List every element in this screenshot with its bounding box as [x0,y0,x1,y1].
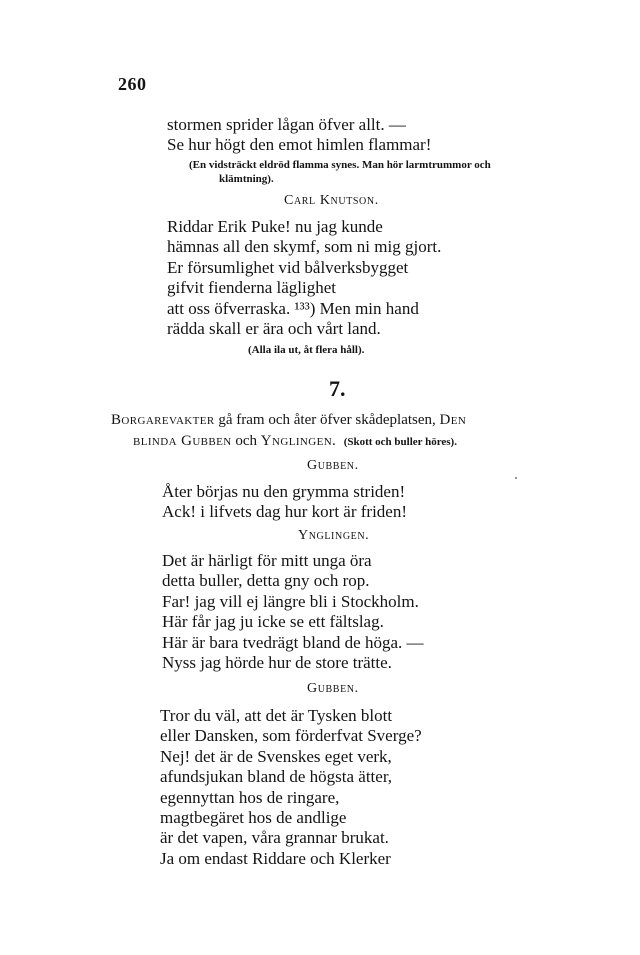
speaker-name: Carl Knutson. [284,193,379,208]
speaker-name: Gubben. [307,681,359,696]
verse-line: Far! jag vill ej längre bli i Stockholm. [162,591,419,611]
scene-heading-part: och [231,433,261,449]
stage-direction [189,158,491,186]
page-number: 260 [118,74,147,94]
verse-line: Riddar Erik Puke! nu jag kunde [167,217,383,236]
verse-line: eller Dansken, som förderfvat Sverge? [160,726,422,746]
verse-line: Det är härligt för mitt unga öra [162,551,372,570]
speech-block [160,706,422,869]
verse-block-top [167,115,431,156]
speech-block [167,217,441,339]
scene-number: 7. [329,376,346,401]
verse-line: gifvit fienderna läglighet [167,278,336,298]
verse-line: Tror du väl, att det är Tysken blott [160,706,393,725]
scene-heading-line [111,410,466,430]
scene-heading-part: Ynglingen. [260,433,337,449]
verse-line: Åter börjas nu den grymma striden! [162,482,406,501]
speaker-name: Ynglingen. [298,528,370,543]
speech-block [162,482,407,523]
speaker-name: Gubben. [307,458,359,473]
scene-heading-part: gå fram och åter öfver skådeplatsen, [214,412,440,428]
verse-line: afundsjukan bland de högsta ätter, [160,767,393,787]
verse-line: Er försumlighet vid bålverksbygget [167,257,409,277]
verse-line: magtbegäret hos de andlige [160,808,347,828]
stage-direction-line: klämtning). [219,173,274,185]
stage-direction: (Alla ila ut, åt flera håll). [248,344,365,356]
speech-block [162,551,424,673]
scene-heading-part: (Skott och buller höres). [343,436,457,448]
stage-direction-line: (En vidsträckt eldröd flamma synes. Man hör larmtrummor och [189,159,491,171]
verse-line: Se hur högt den emot himlen flammar! [167,135,432,155]
verse-line: hämnas all den skymf, som ni mig gjort. [167,237,442,257]
scene-heading-part: Borgarevakter [111,412,215,428]
verse-line: Här är bara tvedrägt bland de höga. — [162,632,424,652]
verse-line: detta buller, detta gny och rop. [162,571,370,591]
verse-line: Nej! det är de Svenskes eget verk, [160,746,392,766]
verse-line: Här får jag ju icke se ett fältslag. [162,612,384,632]
print-speck [515,477,517,479]
verse-line: Ack! i lifvets dag hur kort är friden! [162,502,407,522]
scene-heading-part: blinda Gubben [133,433,232,449]
verse-line: är det vapen, våra grannar brukat. [160,828,389,848]
verse-line: Nyss jag hörde hur de store trätte. [162,653,392,673]
scene-heading-line [133,431,457,452]
verse-line: rädda skall er ära och vårt land. [167,319,381,339]
verse-line: att oss öfverraska. ¹³³) Men min hand [167,298,419,318]
verse-line: Ja om endast Riddare och Klerker [160,848,391,868]
verse-line: stormen sprider lågan öfver allt. — [167,115,406,134]
verse-line: egennyttan hos de ringare, [160,787,340,807]
scene-heading-part: Den [439,412,467,428]
